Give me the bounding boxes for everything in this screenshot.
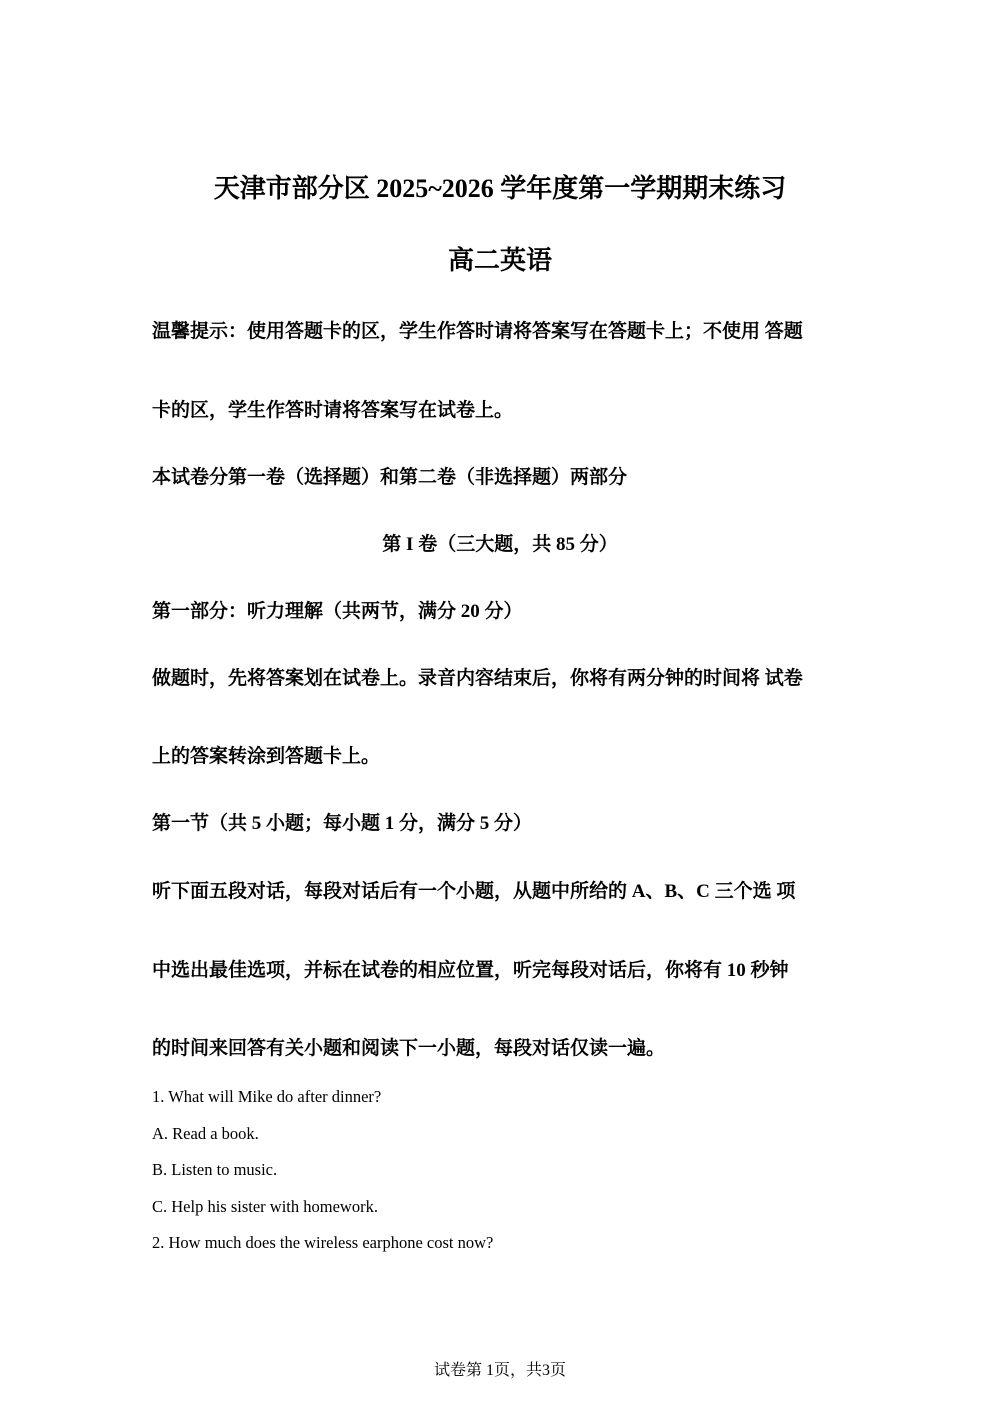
question-2-stem: 2. How much does the wireless earphone cost now? — [152, 1233, 494, 1252]
question-1-stem: 1. What will Mike do after dinner? — [152, 1087, 382, 1106]
section1-heading: 第一节（共 5 小题；每小题 1 分，满分 5 分） — [152, 813, 533, 834]
question-1-option-c: C. Help his sister with homework. — [152, 1197, 378, 1216]
question-1-option-a: A. Read a book. — [152, 1124, 259, 1143]
exam-title: 天津市部分区 2025~2026 学年度第一学期期末练习 — [213, 174, 787, 203]
exam-intro: 本试卷分第一卷（选择题）和第二卷（非选择题）两部分 — [152, 467, 628, 488]
question-1-option-b: B. Listen to music. — [152, 1160, 278, 1179]
section1-directions-line-1: 听下面五段对话，每段对话后有一个小题，从题中所给的 A、B、C 三个选 项 — [152, 881, 796, 902]
notice-line-2: 卡的区，学生作答时请将答案写在试卷上。 — [152, 400, 514, 421]
volume-heading: 第 I 卷（三大题，共 85 分） — [382, 534, 618, 555]
notice-line-1: 温馨提示：使用答题卡的区，学生作答时请将答案写在答题卡上；不使用 答题 — [152, 321, 803, 342]
part1-heading: 第一部分：听力理解（共两节，满分 20 分） — [152, 601, 523, 622]
section1-directions-line-3: 的时间来回答有关小题和阅读下一小题，每段对话仅读一遍。 — [152, 1038, 666, 1059]
section1-directions-line-2: 中选出最佳选项，并标在试卷的相应位置，听完每段对话后，你将有 10 秒钟 — [152, 960, 789, 981]
page-footer: 试卷第 1页，共3页 — [433, 1362, 566, 1379]
subject-title: 高二英语 — [447, 246, 552, 275]
part1-instruction-line-1: 做题时，先将答案划在试卷上。录音内容结束后，你将有两分钟的时间将 试卷 — [152, 668, 803, 689]
part1-instruction-line-2: 上的答案转涂到答题卡上。 — [152, 746, 381, 767]
